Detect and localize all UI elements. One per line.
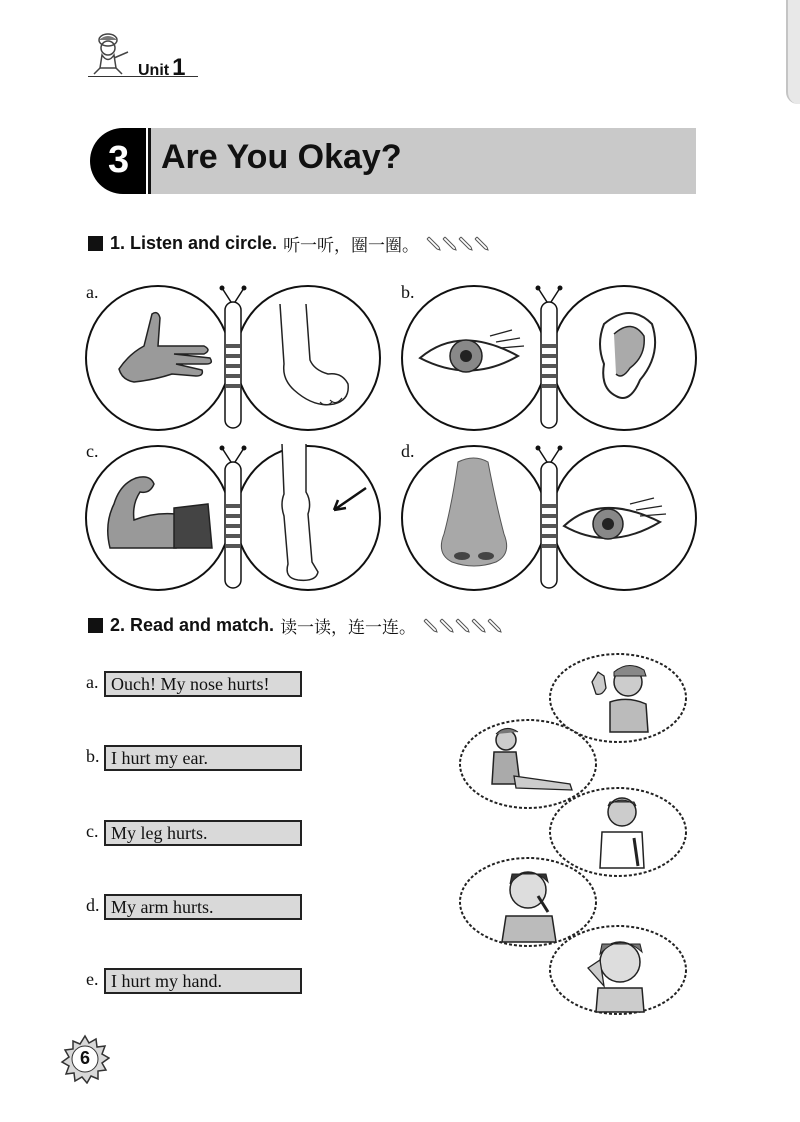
picture-hurt-ear[interactable] xyxy=(548,924,688,1016)
bullet-square xyxy=(88,618,103,633)
sentence-box-e[interactable]: I hurt my hand. xyxy=(104,968,302,994)
item-letter-a: a. xyxy=(86,282,99,302)
section2-title-cn: 读一读，连一连。 xyxy=(280,617,417,638)
pencil-icons xyxy=(422,617,518,633)
item-letter-c: c. xyxy=(86,441,99,461)
sentence-box-d[interactable]: My arm hurts. xyxy=(104,894,302,920)
unit-header xyxy=(88,30,198,80)
section1-title: 1. Listen and circle. xyxy=(110,232,278,253)
sentence-letter-d: d. xyxy=(86,895,100,915)
sentence-letter-b: b. xyxy=(86,746,100,766)
unit-label xyxy=(138,54,185,82)
sentence-letter-a: a. xyxy=(86,672,99,692)
difficulty-stars xyxy=(422,617,518,633)
lesson-title: Are You Okay? xyxy=(161,138,402,176)
section2-title: 2. Read and match. xyxy=(110,614,275,635)
page-tab-edge xyxy=(786,0,800,104)
unit-number: 1 xyxy=(172,54,186,81)
header-divider xyxy=(88,76,198,77)
item-letter-b: b. xyxy=(401,282,415,302)
mascot-icon xyxy=(88,30,136,76)
butterfly-d xyxy=(400,444,698,594)
lesson-title-bar xyxy=(148,128,696,194)
sentence-box-a[interactable]: Ouch! My nose hurts! xyxy=(104,671,302,697)
section2-heading xyxy=(88,614,518,636)
sentence-box-b[interactable]: I hurt my ear. xyxy=(104,745,302,771)
section1-heading xyxy=(88,232,505,254)
unit-word: Unit xyxy=(138,62,170,79)
lesson-number: 3 xyxy=(108,139,130,181)
pencil-icons xyxy=(425,235,505,251)
butterfly-b xyxy=(400,284,698,434)
butterfly-a xyxy=(84,284,382,434)
difficulty-stars xyxy=(425,235,505,251)
bullet-square xyxy=(88,236,103,251)
page-number: 6 xyxy=(79,1048,90,1068)
item-letter-d: d. xyxy=(401,441,415,461)
sentence-letter-c: c. xyxy=(86,821,99,841)
section1-title-cn: 听一听，圈一圈。 xyxy=(283,235,420,256)
sentence-box-c[interactable]: My leg hurts. xyxy=(104,820,302,846)
lesson-number-badge xyxy=(90,128,146,194)
page-number-badge xyxy=(60,1034,110,1084)
butterfly-c xyxy=(84,444,382,594)
sentence-letter-e: e. xyxy=(86,969,99,989)
